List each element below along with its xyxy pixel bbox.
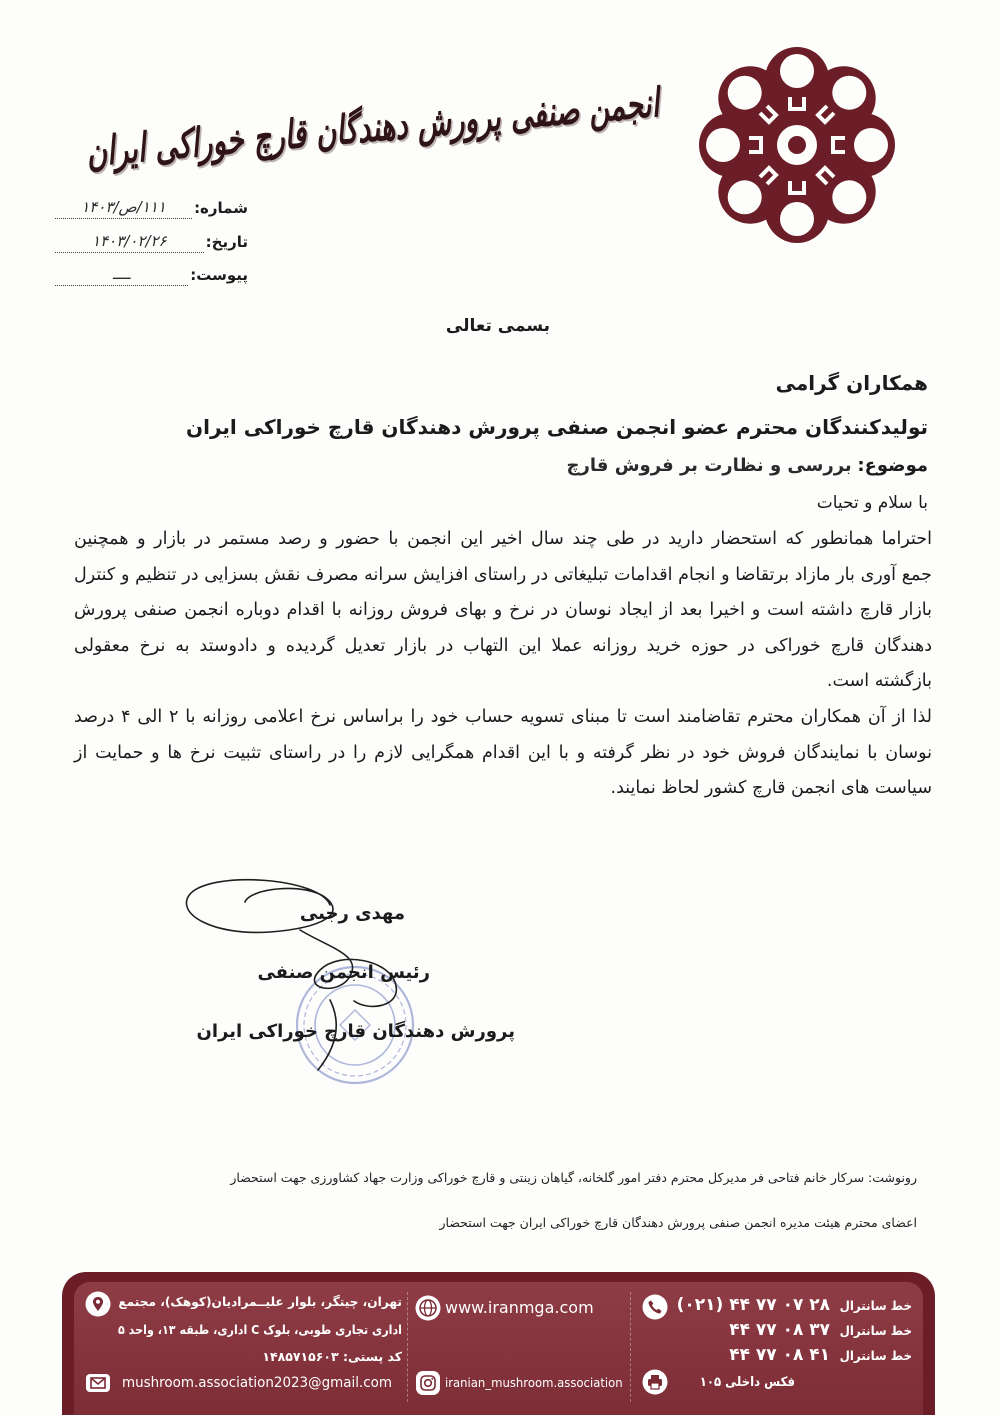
signer-title: رئیس انجمن صنفی: [257, 962, 430, 983]
globe-icon: [415, 1295, 441, 1321]
subject-text: بررسی و نظارت بر فروش قارچ: [566, 455, 852, 476]
body-line: جمع آوری بار مازاد برتقاضا و انجام اقدامات تبلیغاتی در راستای افزایش سرانه مصرف نقش بسزایی در تنظیم و کنترل: [74, 564, 932, 585]
phone-label: خط سانترال: [839, 1348, 912, 1363]
fax-extension: فکس داخلی ۱۰۵: [699, 1375, 795, 1390]
footer-divider: [630, 1292, 631, 1402]
cc-line: رونوشت: سرکار خانم فتاحی فر مدیرکل محترم دفتر امور گلخانه، گیاهان زینتی و قارچ خوراکی وزارت جهاد کشاورزی جهت استحضار: [230, 1170, 917, 1185]
address-line: اداری تجاری طوبی، بلوک C اداری، طبقه ۱۳، واحد ۵: [118, 1322, 402, 1337]
body-line: دهندگان قارچ خوراکی در حوزه خرید روزانه عملا این التهاب در بازار تعدیل گردیده و دادوستد به نرخ معقولی: [74, 635, 932, 656]
letter-attachment-label: پیوست:: [190, 266, 248, 284]
cc-line: اعضای محترم هیئت مدیره انجمن صنفی پرورش دهندگان قارچ خوراکی ایران جهت استحضار: [439, 1215, 917, 1230]
letter-number-field: [55, 193, 248, 219]
subject-line: [100, 453, 928, 479]
logo-center-dot: [788, 136, 806, 154]
association-logo: [697, 45, 897, 245]
letter-number-label: شماره:: [194, 199, 248, 217]
body-line: بازار قارچ داشته است و اخیرا بعد از ایجاد نوسان در نرخ و بهای فروش روزانه با اقدام دوباره انجمن صنفی پرورش: [74, 600, 932, 621]
body-line: نوسان با نمایندگان فروش خود در نظر گرفته و با این اقدام همگرایی لازم را در راستای تثبیت نرخ ها و حمایت از: [74, 742, 932, 763]
subject-label: موضوع:: [857, 455, 928, 476]
letter-body: [74, 522, 932, 807]
instagram-icon: [415, 1370, 441, 1396]
website-address: www.iranmga.com: [445, 1298, 594, 1317]
postal-code: کد پستی: ۱۴۸۵۷۱۵۶۰۳: [262, 1349, 402, 1364]
signer-organization: پرورش دهندگان قارچ خوراکی ایران: [196, 1021, 515, 1042]
greeting: با سلام و تحیات: [816, 493, 928, 513]
fax-icon: [642, 1369, 668, 1395]
phone-number: ۴۴ ۷۷ ۰۸ ۴۱: [729, 1345, 830, 1365]
body-line: بازگشته است.: [826, 671, 932, 692]
salutation: همکاران گرامی: [775, 371, 928, 395]
phone-label: خط سانترال: [839, 1298, 912, 1313]
body-line: لذا از آن همکاران محترم تقاضامند است تا مبنای تسویه حساب خود را براساس نرخ اعلامی روزانه با ۲ الی ۴ درصد: [74, 706, 932, 727]
email-address: mushroom.association2023@gmail.com: [122, 1375, 392, 1391]
letter-number-value: ۱۱۱/ص/۱۴۰۳: [55, 197, 192, 219]
body-line: احتراما همانطور که استحضار دارید در طی چند سال اخیر این انجمن با حضور و رصد مستمر در بازار و همچنین: [74, 529, 932, 549]
letterhead-title: انجمن صنفی پرورش دهندگان قارچ خوراکی ایران: [84, 80, 661, 176]
signer-name: مهدی رجبی: [299, 903, 405, 924]
footer-divider: [407, 1292, 408, 1402]
phone-label: خط سانترال: [839, 1323, 912, 1338]
letterhead-title-block: [83, 63, 663, 193]
letter-date-label: تاریخ:: [205, 233, 248, 251]
letter-attachment-value: ــــ: [55, 264, 188, 286]
address-line: تهران، چیتگر، بلوار علیــمرادیان(کوهک)، مجتمع: [118, 1294, 403, 1309]
location-pin-icon: [85, 1291, 111, 1317]
letter-date-value: ۱۴۰۳/۰۲/۲۶: [55, 231, 204, 253]
instagram-handle: iranian_mushroom.association: [445, 1375, 623, 1390]
phone-number: ۴۴ ۷۷ ۰۸ ۳۷: [729, 1320, 830, 1340]
envelope-icon: [85, 1370, 111, 1396]
body-line: سیاست های انجمن قارچ کشور لحاظ نمایند.: [610, 778, 932, 799]
recipients-line: تولیدکنندگان محترم عضو انجمن صنفی پرورش دهندگان قارچ خوراکی ایران: [186, 415, 928, 439]
phone-number: (۰۲۱) ۴۴ ۷۷ ۰۷ ۲۸: [676, 1295, 830, 1315]
letter-date-field: [55, 227, 248, 253]
letter-attachment-field: [55, 260, 248, 286]
invocation-heading: بسمی تعالی: [445, 316, 551, 336]
